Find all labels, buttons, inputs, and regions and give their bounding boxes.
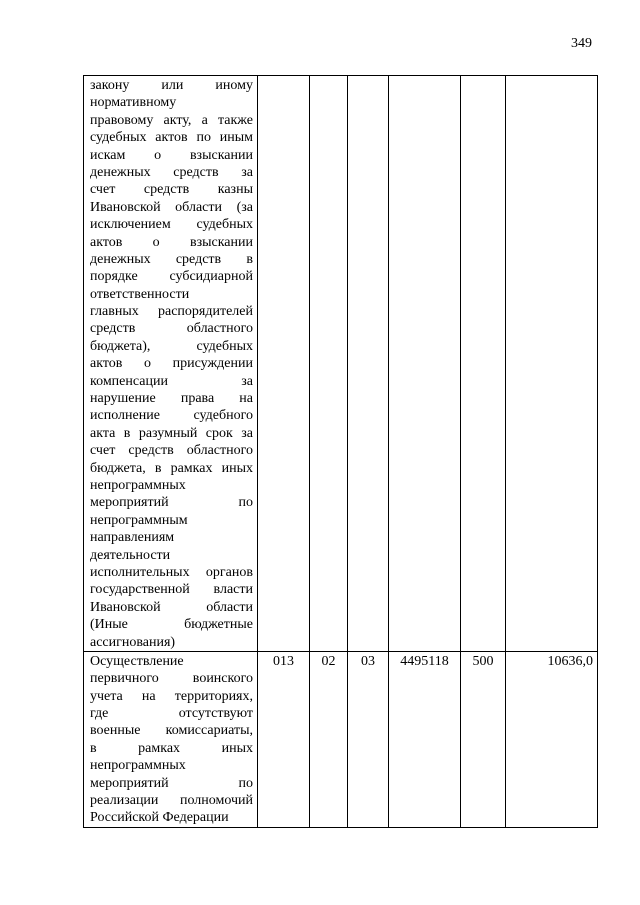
description-line: в рамках иных	[90, 740, 253, 756]
cell-section: 02	[310, 651, 348, 827]
cell-amount	[506, 76, 598, 652]
description-line: средств областного	[90, 321, 253, 337]
description-line: правовому акту, а также	[90, 112, 253, 128]
description-line: Осуществление	[90, 653, 184, 669]
description-line: военные комиссариаты,	[90, 723, 253, 739]
description-line: мероприятий по	[90, 495, 253, 511]
cell-expense-type	[461, 76, 506, 652]
cell-target-article: 4495118	[389, 651, 461, 827]
page-number: 349	[571, 36, 592, 51]
cell-target-article	[389, 76, 461, 652]
table-row	[84, 651, 598, 827]
cell-expense-type: 500	[461, 651, 506, 827]
description-line: государственной власти	[90, 582, 253, 598]
cell-ministry	[258, 76, 310, 652]
description-line: направлениям	[90, 530, 175, 546]
row-description	[84, 651, 258, 827]
description-line: искам о взыскании	[90, 147, 253, 163]
description-line: ассигнования)	[90, 634, 176, 650]
description-line: закону или иному	[90, 78, 253, 93]
description-line: реализации полномочий	[90, 793, 253, 809]
description-line: исполнение судебного	[90, 408, 253, 424]
description-line: счет средств казны	[90, 182, 253, 198]
description-line: порядке субсидиарной	[90, 269, 253, 285]
description-line: компенсации за	[90, 373, 253, 389]
description-line: денежных средств в	[90, 251, 253, 267]
description-line: первичного воинского	[90, 671, 253, 687]
description-line: деятельности	[90, 547, 171, 563]
description-line: акта в разумный срок за	[90, 425, 253, 441]
description-line: мероприятий по	[90, 775, 253, 791]
description-line: Ивановской области	[90, 599, 253, 615]
description-line: нарушение права на	[90, 391, 253, 407]
description-line: денежных средств за	[90, 164, 253, 180]
description-line: бюджета, в рамках иных	[90, 460, 253, 476]
description-line: нормативному	[90, 95, 177, 111]
description-line: счет средств областного	[90, 443, 253, 459]
description-line: исключением судебных	[90, 217, 253, 233]
description-line: Ивановской области (за	[90, 199, 253, 215]
description-line: (Иные бюджетные	[90, 617, 253, 633]
description-line: непрограммным	[90, 512, 188, 528]
row-description	[84, 76, 258, 652]
cell-ministry: 013	[258, 651, 310, 827]
description-line: непрограммных	[90, 758, 186, 774]
description-line: ответственности	[90, 286, 190, 302]
description-line: актов о взыскании	[90, 234, 253, 250]
description-line: где отсутствуют	[90, 706, 253, 722]
cell-subsection: 03	[348, 651, 389, 827]
description-line: исполнительных органов	[90, 564, 253, 580]
description-line: актов о присуждении	[90, 356, 253, 372]
cell-amount: 10636,0	[506, 651, 598, 827]
description-line: непрограммных	[90, 477, 186, 493]
budget-table	[83, 75, 598, 828]
description-line: главных распорядителей	[90, 304, 253, 320]
description-line: учета на территориях,	[90, 688, 253, 704]
description-line: Российской Федерации	[90, 810, 229, 826]
table-row	[84, 76, 598, 652]
description-line: бюджета), судебных	[90, 338, 253, 354]
cell-subsection	[348, 76, 389, 652]
cell-section	[310, 76, 348, 652]
description-line: судебных актов по иным	[90, 130, 253, 146]
